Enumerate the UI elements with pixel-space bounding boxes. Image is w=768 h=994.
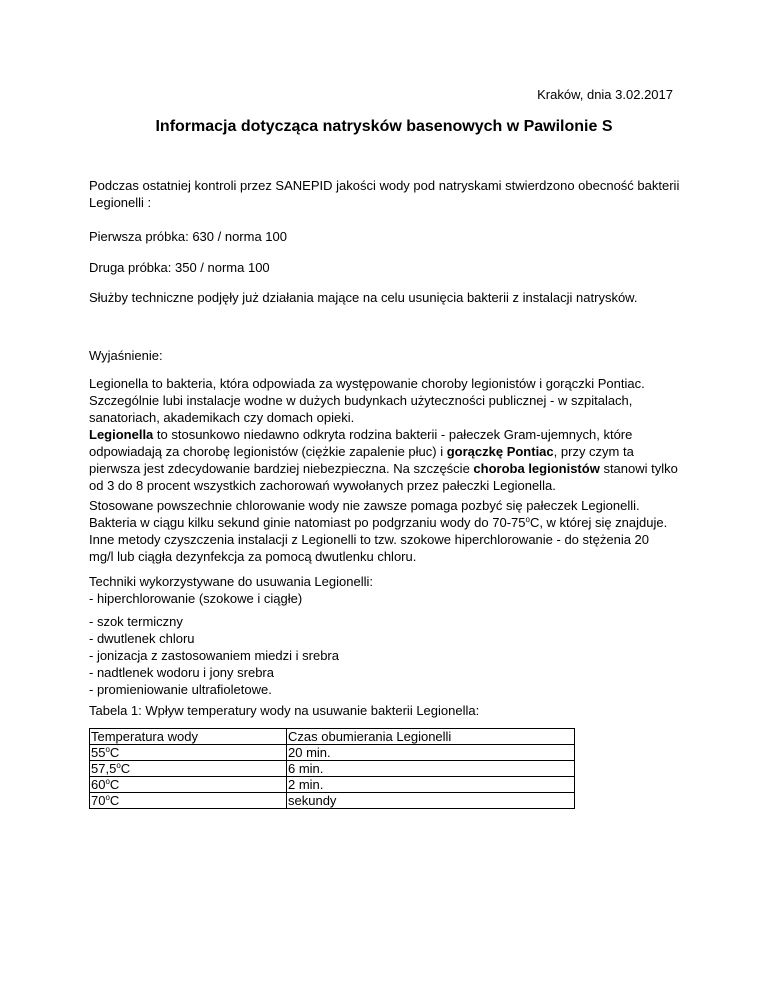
explanation-paragraph-1	[89, 375, 689, 494]
text-run: C, w której się znajduje.	[529, 515, 668, 530]
degree-sign: o	[105, 745, 110, 754]
temperature-unit: C	[109, 793, 120, 808]
temperature-unit: C	[109, 745, 120, 760]
temperature-value: 60	[91, 777, 106, 792]
paragraph-line: Szczególnie lubi instalacje wodne w dużych budynkach użyteczności publicznej - w szpitalach,	[89, 393, 633, 408]
time-cell: 6 min.	[287, 761, 575, 777]
bold-term: Legionella	[89, 427, 154, 442]
intro-line: Legionelli :	[89, 195, 152, 210]
time-cell: 20 min.	[287, 745, 575, 761]
technical-action: Służby techniczne podjęły już działania mające na celu usunięcia bakterii z instalacji natrysków.	[89, 290, 638, 305]
temperature-value: 70	[91, 793, 106, 808]
temperature-unit: C	[120, 761, 131, 776]
temperature-value: 55	[91, 745, 106, 760]
paragraph-line: mg/l lub ciągła dezynfekcja za pomocą dwutlenku chloru.	[89, 549, 417, 564]
text-run: stanowi tylko	[599, 461, 678, 476]
text-run: , przy czym ta	[553, 444, 634, 459]
bold-term: choroba legionistów	[473, 461, 600, 476]
intro-line: Podczas ostatniej kontroli przez SANEPID jakości wody pod natryskami stwierdzono obecność bakterii	[89, 178, 680, 193]
table-row	[90, 745, 575, 761]
table-row	[90, 793, 575, 809]
paragraph-line: Inne metody czyszczenia instalacji z Legionelli to tzw. szokowe hiperchlorowanie - do stężenia 20	[89, 532, 650, 547]
temperature-cell	[90, 793, 287, 809]
table-header-cell: Czas obumierania Legionelli	[287, 729, 575, 745]
text-run: odpowiadają za chorobę legionistów (ciężkie zapalenie płuc) i	[89, 444, 447, 459]
sample-1: Pierwsza próbka: 630 / norma 100	[89, 229, 287, 244]
techniques-block	[89, 573, 689, 607]
document-title: Informacja dotycząca natrysków basenowych w Pawilonie S	[155, 118, 613, 135]
paragraph-line: Legionella to bakteria, która odpowiada za występowanie choroby legionistów i gorączki Pontiac.	[89, 376, 645, 391]
bold-term: gorączkę Pontiac	[446, 444, 554, 459]
degree-sign: o	[105, 793, 110, 802]
technique-item: - hiperchlorowanie (szokowe i ciągłe)	[89, 591, 303, 606]
technique-item: - nadtlenek wodoru i jony srebra	[89, 665, 274, 680]
table-header-cell: Temperatura wody	[90, 729, 287, 745]
technique-item: - szok termiczny	[89, 614, 183, 629]
temperature-cell	[90, 761, 287, 777]
paragraph-line	[89, 426, 689, 443]
table-row	[90, 777, 575, 793]
temperature-cell	[90, 777, 287, 793]
degree-sign: o	[105, 777, 110, 786]
table-header-row	[90, 729, 575, 745]
paragraph-line: sanatoriach, akademikach czy domach opieki.	[89, 410, 355, 425]
techniques-heading: Techniki wykorzystywane do usuwania Legionelli:	[89, 574, 373, 589]
technique-list	[89, 613, 689, 698]
table-caption: Tabela 1: Wpływ temperatury wody na usuwanie bakterii Legionella:	[89, 703, 480, 718]
degree-sign: o	[116, 761, 121, 770]
paragraph-line	[89, 514, 689, 531]
time-cell: sekundy	[287, 793, 575, 809]
table-row	[90, 761, 575, 777]
temperature-table	[89, 728, 575, 809]
text-run: to stosunkowo niedawno odkryta rodzina bakterii - pałeczek Gram-ujemnych, które	[153, 427, 633, 442]
paragraph-line	[89, 443, 689, 460]
technique-item: - dwutlenek chloru	[89, 631, 195, 646]
temperature-cell	[90, 745, 287, 761]
intro-paragraph	[89, 177, 689, 211]
paragraph-line: od 3 do 8 procent wszystkich zachorowań wywołanych przez pałeczki Legionella.	[89, 478, 556, 493]
explanation-paragraph-2	[89, 497, 689, 565]
technique-item: - jonizacja z zastosowaniem miedzi i srebra	[89, 648, 339, 663]
sample-2: Druga próbka: 350 / norma 100	[89, 260, 270, 275]
document-date: Kraków, dnia 3.02.2017	[537, 87, 673, 102]
temperature-unit: C	[109, 777, 120, 792]
technique-item: - promieniowanie ultrafioletowe.	[89, 682, 272, 697]
text-run: Bakteria w ciągu kilku sekund ginie natomiast po podgrzaniu wody do 70-75	[89, 515, 526, 530]
temperature-value: 57,5	[91, 761, 117, 776]
paragraph-line	[89, 460, 689, 477]
paragraph-line: Stosowane powszechnie chlorowanie wody nie zawsze pomaga pozbyć się pałeczek Legionelli.	[89, 498, 640, 513]
text-run: pierwsza jest zdecydowanie bardziej niebezpieczna. Na szczęście	[89, 461, 474, 476]
explanation-heading: Wyjaśnienie:	[89, 348, 163, 363]
degree-sign: o	[525, 515, 530, 524]
time-cell: 2 min.	[287, 777, 575, 793]
